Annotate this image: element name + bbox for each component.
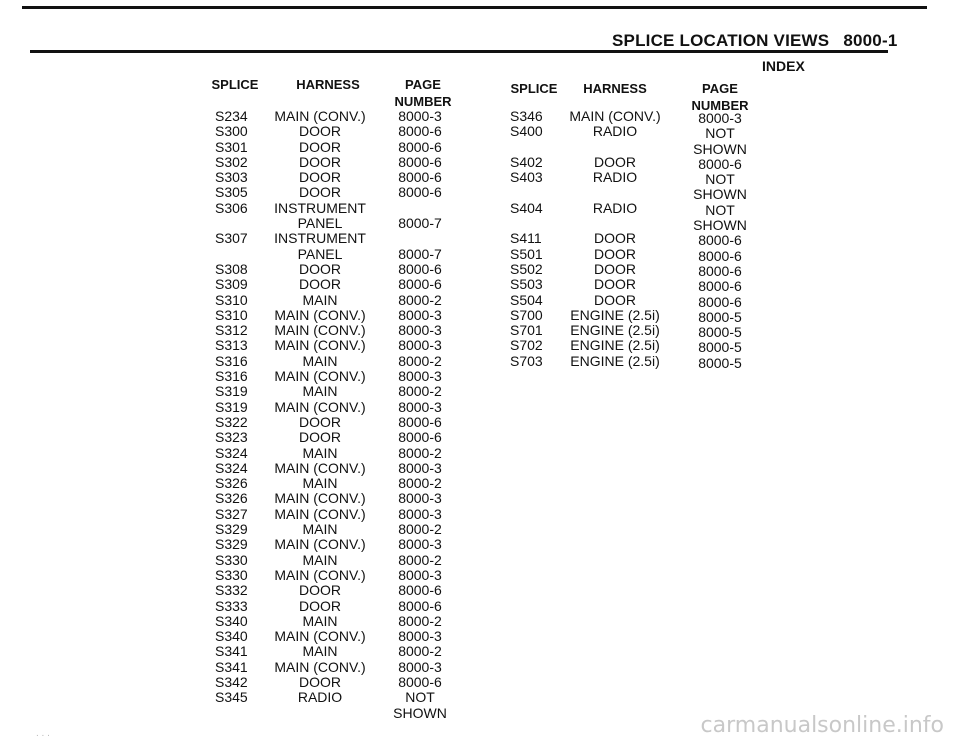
top-rule bbox=[22, 6, 927, 9]
page-number-cell: 8000-2 bbox=[398, 551, 442, 568]
page-number-cell bbox=[380, 231, 460, 246]
title-text: SPLICE LOCATION VIEWS bbox=[612, 31, 830, 50]
header-rule bbox=[30, 50, 888, 53]
page-number-cell: 8000-6 bbox=[398, 184, 442, 201]
right-header-page-line1: PAGE bbox=[702, 81, 738, 96]
harness-cell: MAIN bbox=[302, 475, 338, 492]
left-header-page-line2: NUMBER bbox=[394, 94, 452, 109]
harness-cell: MAIN (CONV.) bbox=[274, 337, 366, 354]
left-header-page bbox=[383, 76, 463, 110]
splice-cell: S501 bbox=[510, 245, 543, 262]
page-number-cell: 8000-6 bbox=[398, 413, 442, 430]
page-number-cell: 8000-3 bbox=[398, 322, 442, 339]
page-number-cell: 8000-6 bbox=[698, 232, 742, 249]
harness-cell: ENGINE (2.5i) bbox=[570, 322, 660, 339]
page-number-cell: 8000-3 bbox=[698, 110, 742, 126]
splice-cell: S330 bbox=[215, 551, 248, 568]
page-number-cell: NOT bbox=[705, 201, 735, 218]
page-number-cell: 8000-3 bbox=[398, 108, 442, 124]
right-header-harness: HARNESS bbox=[583, 81, 647, 96]
harness-cell: RADIO bbox=[592, 123, 638, 140]
harness-cell: MAIN (CONV.) bbox=[274, 628, 366, 645]
splice-cell: S316 bbox=[215, 368, 248, 385]
splice-cell: S400 bbox=[510, 123, 543, 140]
splice-cell: S341 bbox=[215, 643, 248, 660]
page-number-cell: NOT bbox=[405, 689, 435, 706]
splice-cell: S502 bbox=[510, 260, 543, 277]
page-number-cell: SHOWN bbox=[393, 704, 447, 721]
harness-cell: MAIN (CONV.) bbox=[569, 108, 661, 124]
left-header-harness: HARNESS bbox=[296, 77, 360, 92]
page-number-cell: 8000-3 bbox=[398, 505, 442, 522]
page-number-cell: 8000-3 bbox=[398, 658, 442, 675]
stray-mark: . . . bbox=[36, 728, 50, 739]
right-splice-column bbox=[510, 109, 565, 369]
harness-cell: MAIN (CONV.) bbox=[274, 306, 366, 323]
page-number-cell: 8000-2 bbox=[398, 352, 442, 369]
harness-cell: MAIN (CONV.) bbox=[274, 490, 366, 507]
harness-cell: MAIN bbox=[302, 643, 338, 660]
index-label: INDEX bbox=[762, 58, 805, 74]
harness-cell: RADIO bbox=[592, 169, 638, 186]
harness-cell bbox=[265, 706, 375, 721]
page-number-cell: 8000-3 bbox=[398, 459, 442, 476]
harness-cell: RADIO bbox=[297, 689, 343, 706]
splice-cell bbox=[215, 706, 270, 721]
page-number-cell: 8000-7 bbox=[398, 245, 442, 262]
page-number-cell: 8000-6 bbox=[398, 123, 442, 140]
harness-cell: DOOR bbox=[299, 276, 341, 293]
page-number-cell bbox=[380, 201, 460, 216]
page-number-cell: 8000-6 bbox=[398, 597, 442, 614]
harness-cell: DOOR bbox=[299, 138, 341, 155]
splice-cell bbox=[510, 216, 565, 231]
harness-cell: MAIN (CONV.) bbox=[274, 368, 366, 385]
splice-cell: S403 bbox=[510, 169, 543, 186]
splice-cell: S402 bbox=[510, 153, 543, 170]
harness-cell: MAIN (CONV.) bbox=[274, 398, 366, 415]
page-number-cell: 8000-2 bbox=[398, 643, 442, 660]
splice-cell: S342 bbox=[215, 673, 248, 690]
page-number-cell: 8000-6 bbox=[698, 278, 742, 295]
page-number-cell: 8000-5 bbox=[698, 308, 742, 325]
page-number-cell: 8000-6 bbox=[698, 262, 742, 279]
left-header-page-line1: PAGE bbox=[405, 77, 441, 92]
harness-cell bbox=[560, 216, 670, 231]
splice-cell: S329 bbox=[215, 536, 248, 553]
right-harness-column bbox=[560, 109, 670, 369]
splice-cell: S323 bbox=[215, 429, 248, 446]
page-title bbox=[612, 31, 897, 51]
harness-cell: MAIN bbox=[302, 612, 338, 629]
page-number-cell: 8000-2 bbox=[398, 291, 442, 308]
splice-cell: S332 bbox=[215, 582, 248, 599]
harness-cell: MAIN (CONV.) bbox=[274, 566, 366, 583]
splice-cell: S300 bbox=[215, 123, 248, 140]
harness-cell: MAIN (CONV.) bbox=[274, 658, 366, 675]
page-number-cell: SHOWN bbox=[693, 217, 747, 234]
harness-cell: MAIN (CONV.) bbox=[274, 505, 366, 522]
splice-cell: S312 bbox=[215, 322, 248, 339]
splice-cell: S316 bbox=[215, 352, 248, 369]
page-number-cell: 8000-3 bbox=[398, 368, 442, 385]
splice-cell: S310 bbox=[215, 291, 248, 308]
splice-cell: S702 bbox=[510, 337, 543, 354]
splice-cell: S326 bbox=[215, 490, 248, 507]
page-number-cell: 8000-6 bbox=[398, 673, 442, 690]
splice-cell: S322 bbox=[215, 413, 248, 430]
splice-cell: S313 bbox=[215, 337, 248, 354]
harness-cell: MAIN bbox=[302, 551, 338, 568]
harness-cell: DOOR bbox=[299, 429, 341, 446]
left-splice-column bbox=[215, 109, 270, 721]
harness-cell: MAIN (CONV.) bbox=[274, 459, 366, 476]
page-number-cell: 8000-3 bbox=[398, 398, 442, 415]
splice-cell: S310 bbox=[215, 306, 248, 323]
page-number: 8000-1 bbox=[843, 31, 898, 50]
page-number-cell: 8000-6 bbox=[398, 582, 442, 599]
harness-cell: MAIN (CONV.) bbox=[274, 322, 366, 339]
splice-cell: S701 bbox=[510, 322, 543, 339]
splice-cell: S340 bbox=[215, 612, 248, 629]
harness-cell: DOOR bbox=[594, 245, 636, 262]
page-number-cell: NOT bbox=[705, 125, 735, 142]
splice-cell bbox=[510, 140, 565, 155]
right-page-column bbox=[680, 111, 760, 371]
splice-cell: S326 bbox=[215, 475, 248, 492]
harness-cell: DOOR bbox=[299, 597, 341, 614]
splice-cell: S324 bbox=[215, 459, 248, 476]
splice-cell: S309 bbox=[215, 276, 248, 293]
watermark-text: carmanualsonline.info bbox=[700, 713, 944, 738]
splice-cell: S411 bbox=[510, 230, 542, 247]
page-number-cell: 8000-2 bbox=[398, 521, 442, 538]
splice-cell: S404 bbox=[510, 199, 543, 216]
splice-cell: S340 bbox=[215, 628, 248, 645]
splice-cell: S327 bbox=[215, 505, 248, 522]
harness-cell: MAIN (CONV.) bbox=[274, 536, 366, 553]
splice-cell: S301 bbox=[215, 138, 248, 155]
harness-cell: DOOR bbox=[594, 260, 636, 277]
harness-cell: DOOR bbox=[299, 673, 341, 690]
splice-cell: S330 bbox=[215, 566, 248, 583]
splice-cell: S324 bbox=[215, 444, 248, 461]
splice-cell: S329 bbox=[215, 521, 248, 538]
page-number-cell: 8000-6 bbox=[398, 138, 442, 155]
harness-cell: MAIN bbox=[302, 291, 338, 308]
harness-cell: ENGINE (2.5i) bbox=[570, 337, 660, 354]
splice-cell: S307 bbox=[215, 230, 248, 247]
splice-cell bbox=[215, 216, 270, 231]
harness-cell: ENGINE (2.5i) bbox=[570, 352, 660, 369]
left-page-column bbox=[380, 109, 460, 721]
harness-cell: MAIN bbox=[302, 521, 338, 538]
harness-cell: DOOR bbox=[299, 413, 341, 430]
splice-cell: S306 bbox=[215, 199, 248, 216]
left-header-splice: SPLICE bbox=[211, 77, 259, 92]
harness-cell: DOOR bbox=[594, 276, 636, 293]
right-header-page bbox=[680, 80, 760, 114]
page-number-cell: 8000-2 bbox=[398, 475, 442, 492]
splice-cell: S503 bbox=[510, 276, 543, 293]
splice-cell: S319 bbox=[215, 383, 248, 400]
splice-cell: S504 bbox=[510, 291, 543, 308]
splice-cell: S703 bbox=[510, 352, 543, 369]
splice-cell: S308 bbox=[215, 260, 248, 277]
page-number-cell: 8000-5 bbox=[698, 324, 742, 341]
splice-cell: S303 bbox=[215, 169, 248, 186]
page-number-cell: 8000-6 bbox=[698, 293, 742, 310]
page-number-cell: 8000-3 bbox=[398, 337, 442, 354]
right-header-splice: SPLICE bbox=[510, 81, 558, 96]
splice-cell: S700 bbox=[510, 306, 543, 323]
page-number-cell: 8000-3 bbox=[398, 536, 442, 553]
harness-cell: MAIN (CONV.) bbox=[274, 108, 366, 124]
page-number-cell: 8000-3 bbox=[398, 566, 442, 583]
splice-cell: S319 bbox=[215, 398, 248, 415]
splice-cell: S333 bbox=[215, 597, 248, 614]
page-number-cell: 8000-6 bbox=[398, 153, 442, 170]
harness-cell: MAIN bbox=[302, 352, 338, 369]
harness-cell: PANEL bbox=[297, 215, 343, 232]
page-number-cell: 8000-2 bbox=[398, 612, 442, 629]
harness-cell: MAIN bbox=[302, 444, 338, 461]
page-number-cell: 8000-2 bbox=[398, 444, 442, 461]
page-number-cell: 8000-6 bbox=[398, 276, 442, 293]
splice-cell: S345 bbox=[215, 689, 248, 706]
page-number-cell: 8000-6 bbox=[398, 169, 442, 186]
page-number-cell: 8000-3 bbox=[398, 306, 442, 323]
harness-cell: PANEL bbox=[297, 245, 343, 262]
splice-cell: S341 bbox=[215, 658, 248, 675]
page-number-cell: 8000-6 bbox=[398, 429, 442, 446]
page-number-cell: 8000-3 bbox=[398, 628, 442, 645]
page-number-cell: 8000-6 bbox=[698, 247, 742, 264]
page-number-cell: 8000-7 bbox=[398, 215, 442, 232]
splice-cell bbox=[510, 185, 565, 200]
harness-cell: DOOR bbox=[299, 123, 341, 140]
page-number-cell: NOT bbox=[705, 171, 735, 188]
harness-cell: DOOR bbox=[594, 153, 636, 170]
splice-cell: S302 bbox=[215, 153, 248, 170]
splice-cell: S346 bbox=[510, 108, 543, 124]
page-number-cell: 8000-5 bbox=[698, 354, 742, 371]
harness-cell: DOOR bbox=[299, 184, 341, 201]
page-number-cell: 8000-2 bbox=[398, 383, 442, 400]
harness-cell: DOOR bbox=[594, 230, 636, 247]
harness-cell: RADIO bbox=[592, 199, 638, 216]
page-number-cell: SHOWN bbox=[693, 140, 747, 157]
harness-cell: INSTRUMENT bbox=[274, 199, 366, 216]
harness-cell bbox=[560, 140, 670, 155]
left-harness-column bbox=[265, 109, 375, 721]
harness-cell: MAIN bbox=[302, 383, 338, 400]
harness-cell: ENGINE (2.5i) bbox=[570, 306, 660, 323]
right-header-page-line2: NUMBER bbox=[691, 98, 749, 113]
harness-cell bbox=[560, 185, 670, 200]
harness-cell: DOOR bbox=[299, 582, 341, 599]
harness-cell: DOOR bbox=[299, 153, 341, 170]
page-number-cell: 8000-6 bbox=[698, 155, 742, 172]
page-number-cell: 8000-5 bbox=[698, 339, 742, 356]
harness-cell: DOOR bbox=[299, 169, 341, 186]
splice-cell: S305 bbox=[215, 184, 248, 201]
harness-cell: DOOR bbox=[594, 291, 636, 308]
splice-cell: S234 bbox=[215, 108, 248, 124]
page-number-cell: 8000-6 bbox=[398, 260, 442, 277]
splice-cell bbox=[215, 247, 270, 262]
page-number-cell: SHOWN bbox=[693, 186, 747, 203]
harness-cell: DOOR bbox=[299, 260, 341, 277]
harness-cell: INSTRUMENT bbox=[274, 230, 366, 247]
page-number-cell: 8000-3 bbox=[398, 490, 442, 507]
